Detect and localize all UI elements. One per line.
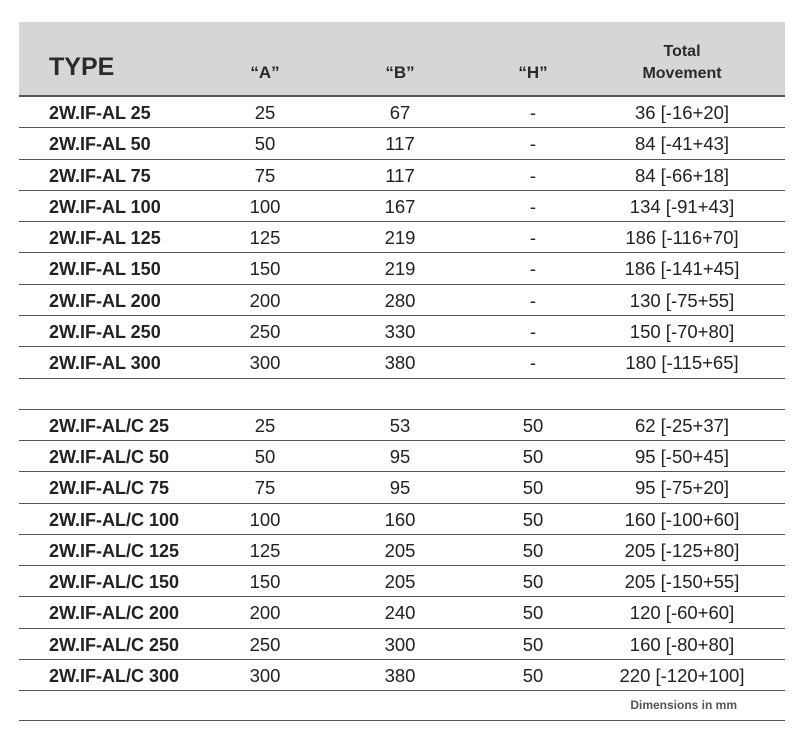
cell-type: 2W.IF-AL/C 50	[49, 446, 170, 467]
cell-h: -	[529, 102, 537, 123]
header-type: TYPE	[49, 53, 115, 81]
cell-h: -	[529, 195, 537, 217]
cell-h: -	[529, 289, 537, 311]
cell-h: 50	[522, 508, 544, 530]
cell-type: 2W.IF-AL/C 75	[49, 478, 170, 499]
cell-a: 75	[254, 477, 276, 499]
cell-a: 250	[249, 633, 281, 655]
cell-a: 125	[249, 539, 281, 561]
cell-b: 380	[384, 352, 416, 374]
cell-type: 2W.IF-AL/C 25	[49, 415, 170, 436]
header-a: “A”	[250, 63, 280, 82]
cell-a: 25	[254, 414, 276, 436]
cell-b: 205	[384, 539, 416, 561]
cell-a: 300	[249, 352, 281, 374]
cell-b: 117	[385, 133, 415, 155]
dimensions-note: Dimensions in mm	[630, 698, 737, 713]
cell-h: -	[529, 258, 537, 280]
cell-b: 160	[384, 508, 416, 530]
cell-a: 75	[254, 164, 276, 186]
table-group-standard	[19, 97, 785, 379]
cell-h: 50	[522, 571, 544, 593]
cell-type: 2W.IF-AL 100	[49, 196, 161, 217]
cell-type: 2W.IF-AL 300	[49, 353, 161, 374]
table-row	[19, 629, 785, 660]
cell-total-movement: 120 [-60+60]	[629, 602, 735, 624]
cell-b: 219	[384, 258, 416, 280]
cell-type: 2W.IF-AL 250	[49, 322, 161, 343]
table-row	[19, 253, 785, 284]
cell-a: 50	[254, 133, 276, 155]
header-total-movement	[617, 41, 747, 85]
cell-b: 117	[385, 164, 415, 186]
cell-type: 2W.IF-AL/C 300	[49, 666, 180, 687]
cell-h: -	[529, 321, 537, 343]
header-movement-line2: Movement	[642, 65, 722, 82]
cell-b: 280	[384, 289, 416, 311]
cell-total-movement: 36 [-16+20]	[634, 102, 730, 123]
cell-a: 200	[249, 602, 281, 624]
cell-b: 67	[389, 102, 411, 123]
cell-type: 2W.IF-AL 150	[49, 259, 161, 280]
cell-h: -	[529, 227, 537, 249]
cell-total-movement: 95 [-75+20]	[634, 477, 730, 499]
table-footer	[19, 691, 785, 721]
table-row	[19, 222, 785, 253]
table-row	[19, 472, 785, 503]
table-row	[19, 285, 785, 316]
cell-type: 2W.IF-AL/C 150	[49, 572, 180, 593]
cell-h: 50	[522, 414, 544, 436]
cell-a: 300	[249, 665, 281, 687]
cell-total-movement: 130 [-75+55]	[629, 289, 735, 311]
table-row	[19, 160, 785, 191]
cell-h: -	[529, 164, 537, 186]
header-b: “B”	[385, 63, 415, 82]
cell-total-movement: 150 [-70+80]	[629, 321, 735, 343]
cell-h: 50	[522, 539, 544, 561]
cell-type: 2W.IF-AL/C 200	[49, 603, 180, 624]
cell-type: 2W.IF-AL 125	[49, 228, 161, 249]
table-header	[19, 22, 785, 95]
cell-a: 100	[249, 195, 281, 217]
cell-a: 25	[254, 102, 276, 123]
cell-b: 219	[384, 227, 416, 249]
table-row	[19, 597, 785, 628]
cell-type: 2W.IF-AL 25	[49, 103, 151, 123]
cell-total-movement: 186 [-141+45]	[624, 258, 740, 280]
header-h: “H”	[518, 63, 548, 82]
cell-type: 2W.IF-AL 50	[49, 134, 151, 155]
table-row	[19, 660, 785, 691]
cell-b: 240	[384, 602, 416, 624]
cell-a: 150	[249, 571, 281, 593]
header-movement-line1: Total	[663, 43, 701, 60]
cell-h: -	[529, 352, 537, 374]
table-row	[19, 566, 785, 597]
cell-h: 50	[522, 665, 544, 687]
cell-total-movement: 84 [-66+18]	[634, 164, 730, 186]
cell-a: 150	[249, 258, 281, 280]
table-row	[19, 191, 785, 222]
cell-total-movement: 186 [-116+70]	[625, 227, 739, 249]
cell-total-movement: 160 [-100+60]	[624, 508, 740, 530]
cell-type: 2W.IF-AL/C 125	[49, 540, 180, 561]
cell-type: 2W.IF-AL/C 250	[49, 634, 180, 655]
cell-b: 330	[384, 321, 416, 343]
cell-total-movement: 62 [-25+37]	[634, 414, 730, 436]
cell-a: 125	[249, 227, 281, 249]
table-row	[19, 441, 785, 472]
cell-type: 2W.IF-AL 200	[49, 290, 161, 311]
cell-a: 50	[254, 445, 276, 467]
group-spacer	[19, 379, 785, 410]
cell-h: 50	[522, 445, 544, 467]
cell-total-movement: 84 [-41+43]	[634, 133, 730, 155]
cell-h: -	[529, 133, 537, 155]
cell-total-movement: 180 [-115+65]	[625, 352, 739, 374]
table-row	[19, 347, 785, 378]
dimensions-table	[19, 22, 785, 721]
table-row	[19, 410, 785, 441]
table-row	[19, 535, 785, 566]
table-group-c	[19, 410, 785, 692]
cell-total-movement: 95 [-50+45]	[634, 445, 730, 467]
cell-b: 205	[384, 571, 416, 593]
cell-total-movement: 134 [-91+43]	[629, 195, 735, 217]
table-row	[19, 504, 785, 535]
cell-total-movement: 220 [-120+100]	[619, 665, 745, 687]
table-row	[19, 128, 785, 159]
cell-total-movement: 205 [-125+80]	[624, 539, 740, 561]
cell-b: 53	[389, 414, 411, 436]
table-row	[19, 316, 785, 347]
cell-total-movement: 205 [-150+55]	[624, 571, 740, 593]
cell-a: 100	[249, 508, 281, 530]
cell-type: 2W.IF-AL 75	[49, 165, 151, 186]
cell-a: 250	[249, 321, 281, 343]
cell-h: 50	[522, 602, 544, 624]
cell-type: 2W.IF-AL/C 100	[49, 509, 180, 530]
cell-b: 300	[384, 633, 416, 655]
cell-h: 50	[522, 633, 544, 655]
cell-total-movement: 160 [-80+80]	[629, 633, 735, 655]
cell-b: 167	[384, 195, 416, 217]
cell-a: 200	[249, 289, 281, 311]
table-row	[19, 97, 785, 128]
cell-b: 95	[389, 477, 411, 499]
cell-b: 95	[389, 445, 411, 467]
cell-b: 380	[384, 665, 416, 687]
cell-h: 50	[522, 477, 544, 499]
